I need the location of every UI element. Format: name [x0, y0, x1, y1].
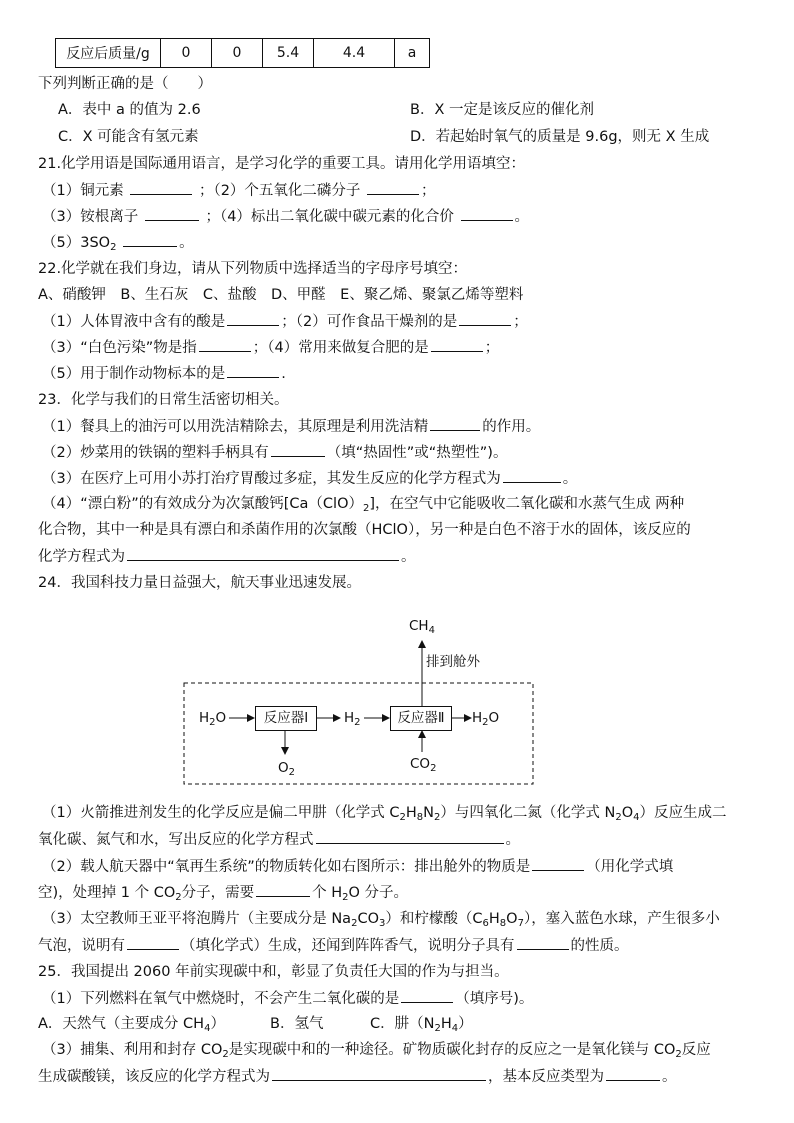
- table-cell: a: [395, 39, 430, 68]
- q25-option-b[interactable]: B．氢气: [270, 1016, 324, 1032]
- q24-part-3-line-2: 气泡，说明有 （填化学式）生成，还闻到阵阵香气，说明分子具有 的性质。: [38, 935, 629, 955]
- q23-text: （2）炒菜用的铁锅的塑料手柄具有: [42, 445, 269, 461]
- answer-blank[interactable]: [256, 882, 310, 897]
- answer-blank[interactable]: [532, 856, 584, 871]
- q23-text: 。: [401, 549, 416, 565]
- q22-text: （1）人体胃液中含有的酸是: [42, 314, 226, 330]
- q20-stem: 下列判断正确的是（ ）: [38, 76, 212, 92]
- q25-part-1: （1）下列燃料在氧气中燃烧时，不会产生二氧化碳的是 （填序号)。: [42, 988, 533, 1008]
- q21-text: ；: [421, 183, 436, 199]
- q21-text: （5）3SO: [42, 235, 111, 251]
- q22-text: ；: [513, 314, 528, 330]
- subscript: 2: [362, 503, 370, 514]
- answer-blank[interactable]: [316, 829, 504, 844]
- co2-label: $CO_2$: [410, 756, 437, 774]
- table-cell: 5.4: [263, 39, 314, 68]
- answer-blank[interactable]: [517, 935, 569, 950]
- q23-text: 化学方程式为: [38, 549, 125, 565]
- q22-text: ；: [484, 340, 500, 356]
- h2o-input-label: $H_2O$: [199, 710, 227, 728]
- q24-part-1-line-2: 氧化碳、氮气和水，写出反应的化学方程式 。: [38, 829, 520, 849]
- reactor-1-box: 反应器Ⅰ: [255, 706, 317, 731]
- q20-option-c[interactable]: C．X 可能含有氢元素: [58, 129, 199, 145]
- answer-blank[interactable]: [606, 1066, 660, 1081]
- dashed-boundary: [184, 683, 533, 784]
- q23-text: （4）“漂白粉”的有效成分为次氯酸钙[Ca（ClO）: [42, 496, 363, 512]
- q21-text: （1）铜元素: [42, 183, 124, 199]
- table-cell: 0: [212, 39, 263, 68]
- q20-option-d[interactable]: D．若起始时氧气的质量是 9.6g，则无 X 生成: [410, 129, 710, 145]
- q25-part-3-line-1: （3）捕集、利用和封存 $CO_2$是实现碳中和的一种途径。矿物质碳化封存的反应之一是氧化镁与 $CO_2$反应: [42, 1042, 711, 1060]
- q23-text: 。: [562, 471, 578, 487]
- o2-label: $O_2$: [278, 760, 296, 778]
- q22-text: （5）用于制作动物标本的是: [42, 366, 226, 382]
- h2-label: $H_2$: [344, 710, 361, 728]
- q22-choices: A、硝酸钾 B、生石灰 C、盐酸 D、甲醛 E、聚乙烯、聚氯乙烯等塑料: [38, 287, 524, 303]
- table-cell: 0: [161, 39, 212, 68]
- q25-option-c[interactable]: C．肼$(N_2H_4)$: [370, 1016, 473, 1034]
- q22-stem: 22.化学就在我们身边，请从下列物质中选择适当的字母序号填空：: [38, 261, 468, 277]
- table-row-label: 反应后质量/g: [56, 39, 161, 68]
- q22-text: .: [281, 366, 286, 382]
- q24-part-1-line-1: （1）火箭推进剂发生的化学反应是偏二甲肼（化学式 $C_2H_8N_2$）与四氧化二氮（化学式 $N_2O_4$）反应生成二: [42, 805, 727, 823]
- table-cell: 4.4: [314, 39, 395, 68]
- q21-text: 。: [179, 235, 194, 251]
- q22-text: ；（2）可作食品干燥剂的是: [281, 314, 458, 330]
- answer-blank[interactable]: [401, 988, 453, 1003]
- q20-option-b[interactable]: B．X 一定是该反应的催化剂: [410, 102, 594, 118]
- q21-text: ；（2）个五氧化二磷分子: [198, 183, 361, 199]
- q25-option-a[interactable]: A．天然气（主要成分 $CH_4$）: [38, 1016, 225, 1034]
- q21-text: 。: [514, 209, 530, 225]
- answer-blank[interactable]: [272, 1066, 486, 1081]
- q23-text: ]，在空气中它能吸收二氧化碳和水蒸气生成 两种: [369, 496, 685, 512]
- exhaust-label: 排到舱外: [426, 654, 480, 670]
- q24-part-2-line-2: 空)，处理掉 1 个 $CO_2$分子，需要 个 $H_2O$ 分子。: [38, 882, 408, 902]
- reactor-2-box: 反应器Ⅱ: [390, 706, 452, 731]
- q25-stem: 25．我国提出 2060 年前实现碳中和，彰显了负责任大国的作为与担当。: [38, 964, 509, 980]
- q23-text: （填“热固性”或“热塑性”)。: [326, 445, 508, 461]
- q21-text: ；（4）标出二氧化碳中碳元素的化合价: [205, 209, 454, 225]
- q24-stem: 24．我国科技力量日益强大，航天事业迅速发展。: [38, 575, 361, 591]
- q25-part-3-line-2: 生成碳酸镁，该反应的化学方程式为 ，基本反应类型为 。: [38, 1066, 677, 1086]
- q24-part-3-line-1: （3）太空教师王亚平将泡腾片（主要成分是 $Na_2CO_3$）和柠檬酸$(C_6H_8O_7)$，塞入蓝色水球，产生很多小: [42, 911, 720, 929]
- ch4-label: $CH_4$: [409, 618, 435, 636]
- subscript: 2: [110, 242, 117, 253]
- q23-text: （1）餐具上的油污可以用洗洁精除去，其原理是利用洗洁精: [42, 419, 429, 435]
- q20-option-a[interactable]: A．表中 a 的值为 2.6: [58, 102, 201, 118]
- q23-text: （3）在医疗上可用小苏打治疗胃酸过多症，其发生反应的化学方程式为: [42, 471, 501, 487]
- q22-text: （3）“白色污染”物是指: [42, 340, 197, 356]
- q21-stem: 21.化学用语是国际通用语言，是学习化学的重要工具。请用化学用语填空：: [38, 156, 526, 172]
- q22-text: ；（4）常用来做复合肥的是: [252, 340, 429, 356]
- q23-text: 的作用。: [482, 419, 541, 435]
- q21-text: （3）铵根离子: [42, 209, 139, 225]
- q23-stem: 23．化学与我们的日常生活密切相关。: [38, 392, 289, 408]
- q24-part-2-line-1: （2）载人航天器中“氧再生系统”的物质转化如右图所示：排出舱外的物质是 （用化学式填: [42, 856, 673, 876]
- q23-line-5: 化合物，其中一种是具有漂白和杀菌作用的次氯酸（HClO），另一种是白色不溶于水的固体，该反应的: [38, 522, 691, 538]
- h2o-output-label: $H_2O$: [472, 710, 500, 728]
- answer-blank[interactable]: [127, 935, 179, 950]
